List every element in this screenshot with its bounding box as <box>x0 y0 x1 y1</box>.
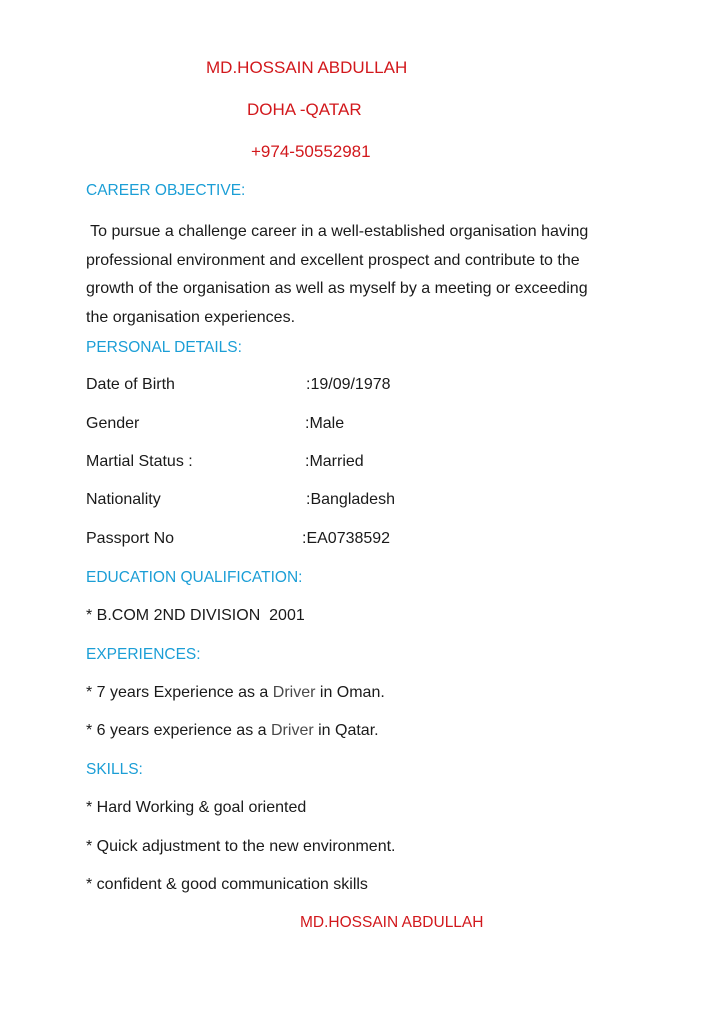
applicant-location: DOHA -QATAR <box>247 100 362 119</box>
marital-status-value: :Married <box>305 453 364 470</box>
skill-item: * Quick adjustment to the new environment. <box>86 838 396 855</box>
experience-role: Driver <box>272 684 316 701</box>
career-objective-text <box>86 218 646 332</box>
nationality-value: :Bangladesh <box>306 491 395 508</box>
education-item: * B.COM 2ND DIVISION 2001 <box>86 607 305 624</box>
experience-prefix: * 6 years experience as a <box>86 722 271 739</box>
experience-role: Driver <box>271 722 314 739</box>
marital-status-label: Martial Status : <box>86 453 193 470</box>
signature-name: MD.HOSSAIN ABDULLAH <box>300 914 484 931</box>
dob-value: :19/09/1978 <box>306 376 391 393</box>
objective-line: To pursue a challenge career in a well-established organisation having <box>86 223 589 240</box>
experience-suffix: in Qatar. <box>313 722 379 739</box>
passport-label: Passport No <box>86 530 175 547</box>
experience-suffix: in Oman. <box>315 684 385 701</box>
skill-item: * confident & good communication skills <box>86 876 368 893</box>
gender-value: :Male <box>305 415 345 432</box>
gender-label: Gender <box>86 415 140 432</box>
applicant-name: MD.HOSSAIN ABDULLAH <box>206 58 408 77</box>
passport-value: :EA0738592 <box>302 530 391 547</box>
skill-item: * Hard Working & goal oriented <box>86 799 307 816</box>
objective-line: the organisation experiences. <box>86 308 296 326</box>
experiences-heading: EXPERIENCES: <box>86 646 201 663</box>
applicant-phone: +974-50552981 <box>251 142 371 161</box>
skills-heading: SKILLS: <box>86 761 143 778</box>
nationality-label: Nationality <box>86 491 161 508</box>
personal-details-heading: PERSONAL DETAILS: <box>86 339 242 356</box>
objective-line: professional environment and excellent prospect and contribute to the <box>86 251 580 269</box>
objective-line: growth of the organisation as well as myself by a meeting or exceeding <box>86 280 588 297</box>
education-heading: EDUCATION QUALIFICATION: <box>86 569 303 586</box>
dob-label: Date of Birth <box>86 376 175 393</box>
career-objective-heading: CAREER OBJECTIVE: <box>86 182 246 199</box>
experience-item <box>86 684 385 702</box>
experience-prefix: * 7 years Experience as a <box>86 684 273 701</box>
experience-item <box>86 722 379 740</box>
